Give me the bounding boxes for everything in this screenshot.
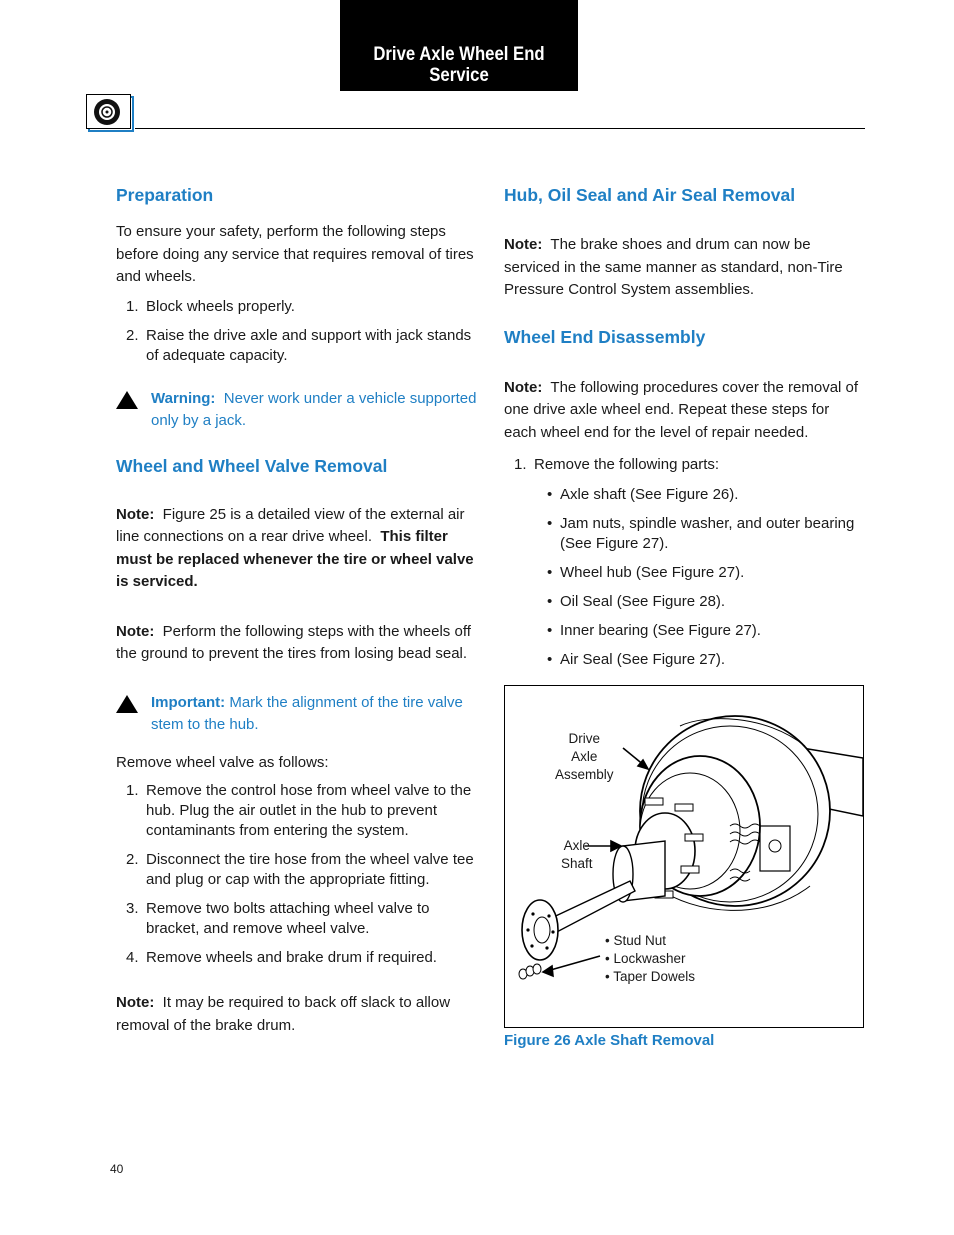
section-title-line2: Service bbox=[429, 65, 489, 86]
tire-icon bbox=[86, 94, 136, 134]
parts-list bbox=[504, 485, 864, 670]
right-column bbox=[504, 183, 864, 670]
note-paragraph bbox=[504, 234, 864, 302]
list-item bbox=[116, 781, 481, 841]
preparation-intro: To ensure your safety, perform the following steps before doing any service that requires removal of tires and wheels. bbox=[116, 223, 474, 285]
important-label: Important: bbox=[151, 693, 226, 711]
wheel-valve-steps bbox=[116, 781, 481, 968]
part-text: Air Seal (See Figure 27). bbox=[560, 651, 726, 668]
important-callout bbox=[116, 692, 481, 736]
note-paragraph bbox=[504, 377, 864, 445]
step-text: Disconnect the tire hose from the wheel valve tee and plug or cap with the appropriate fitting. bbox=[146, 851, 474, 888]
warning-text: Never work under a vehicle supported only by a jack. bbox=[151, 389, 477, 429]
page-number: 40 bbox=[110, 1162, 124, 1176]
note-text: Perform the following steps with the wheels off the ground to prevent the tires from losing bead seal. bbox=[116, 622, 471, 662]
list-item: • Inner bearing (See Figure 27). bbox=[547, 622, 761, 639]
note-text: The following procedures cover the removal of one drive axle wheel end. Repeat these steps for each wheel end for the level of repair needed. bbox=[504, 378, 859, 441]
note-label: Note: bbox=[116, 622, 155, 640]
step-text: Remove wheels and brake drum if required. bbox=[146, 949, 437, 966]
figure-caption: Figure 26 Axle Shaft Removal bbox=[504, 1032, 715, 1049]
disassembly-heading: Wheel End Disassembly bbox=[504, 326, 706, 347]
disassembly-steps bbox=[504, 455, 864, 475]
part-text: Axle shaft (See Figure 26). bbox=[560, 486, 739, 503]
figure-label-line: • Lockwasher bbox=[605, 951, 686, 966]
note-text: The brake shoes and drum can now be serviced in the same manner as standard, non-Tire Pressure Control System assemblies. bbox=[504, 236, 843, 298]
preparation-steps bbox=[116, 297, 481, 366]
step-number: 3. bbox=[126, 900, 139, 917]
figure-label-drive-axle bbox=[555, 730, 614, 784]
figure-label-line: Assembly bbox=[555, 767, 614, 782]
list-item: • Wheel hub (See Figure 27). bbox=[547, 564, 745, 581]
part-text: Inner bearing (See Figure 27). bbox=[560, 622, 761, 639]
figure-label-line: Axle bbox=[571, 749, 598, 764]
figure-label-line: • Taper Dowels bbox=[605, 969, 696, 984]
warning-icon bbox=[116, 695, 138, 713]
figure-label-line: • Stud Nut bbox=[605, 933, 667, 948]
list-item: • Oil Seal (See Figure 28). bbox=[547, 593, 726, 610]
note-label: Note: bbox=[116, 994, 155, 1011]
step-number: 1. bbox=[126, 782, 139, 799]
list-item: • Jam nuts, spindle washer, and outer bearing (See Figure 27). bbox=[547, 515, 855, 552]
list-item bbox=[116, 948, 481, 968]
figure-label-line: Shaft bbox=[561, 856, 593, 871]
note-label: Note: bbox=[116, 505, 155, 523]
list-item: • Air Seal (See Figure 27). bbox=[547, 651, 726, 668]
part-text: Wheel hub (See Figure 27). bbox=[560, 564, 745, 581]
note-text: It may be required to back off slack to allow removal of the brake drum. bbox=[116, 994, 451, 1034]
warning-callout bbox=[116, 388, 481, 432]
step-text: Remove the following parts: bbox=[534, 456, 720, 473]
warning-icon bbox=[116, 391, 138, 409]
note-paragraph bbox=[116, 621, 481, 666]
step-number: 2. bbox=[126, 851, 139, 868]
part-text: Oil Seal (See Figure 28). bbox=[560, 593, 726, 610]
step-text: Block wheels properly. bbox=[146, 297, 295, 315]
figure-26 bbox=[504, 685, 864, 1028]
list-item: • Axle shaft (See Figure 26). bbox=[547, 486, 739, 503]
step-number: 1. bbox=[126, 297, 139, 315]
list-item bbox=[116, 899, 481, 939]
note-label: Note: bbox=[504, 378, 543, 396]
note-paragraph bbox=[116, 504, 481, 594]
left-column bbox=[116, 183, 481, 1037]
note-paragraph bbox=[116, 992, 481, 1037]
remove-intro: Remove wheel valve as follows: bbox=[116, 753, 329, 771]
step-text: Raise the drive axle and support with jack stands of adequate capacity. bbox=[146, 326, 472, 364]
list-item bbox=[116, 326, 481, 366]
preparation-heading: Preparation bbox=[116, 185, 214, 205]
figure-label-axle-shaft bbox=[561, 837, 593, 873]
figure-label-parts bbox=[605, 932, 695, 986]
step-number: 4. bbox=[126, 949, 139, 966]
step-text: Remove the control hose from wheel valve to the hub. Plug the air outlet in the hub to prevent contaminants from entering the system. bbox=[146, 782, 472, 839]
list-item bbox=[116, 297, 481, 317]
section-title-box bbox=[340, 0, 578, 91]
wheel-valve-heading: Wheel and Wheel Valve Removal bbox=[116, 455, 388, 476]
note-label: Note: bbox=[504, 236, 543, 253]
note-bold-text: This filter must be replaced whenever the tire or wheel valve is serviced. bbox=[116, 528, 474, 590]
note-text: Figure 25 is a detailed view of the external air line connections on a rear drive wheel. bbox=[116, 505, 465, 545]
figure-label-line: Axle bbox=[563, 838, 590, 853]
section-title-line1: Drive Axle Wheel End bbox=[373, 44, 545, 65]
important-text: Mark the alignment of the tire valve stem to the hub. bbox=[151, 693, 463, 733]
figure-label-line: Drive bbox=[568, 731, 601, 746]
list-item bbox=[116, 850, 481, 890]
part-text: Jam nuts, spindle washer, and outer bearing (See Figure 27). bbox=[560, 515, 855, 552]
step-text: Remove two bolts attaching wheel valve to bracket, and remove wheel valve. bbox=[146, 900, 430, 937]
header-rule bbox=[135, 128, 865, 129]
step-number: 2. bbox=[126, 326, 139, 344]
list-item bbox=[504, 455, 864, 475]
warning-label: Warning: bbox=[151, 389, 216, 407]
step-number: 1. bbox=[514, 456, 527, 473]
hub-heading: Hub, Oil Seal and Air Seal Removal bbox=[504, 185, 796, 205]
